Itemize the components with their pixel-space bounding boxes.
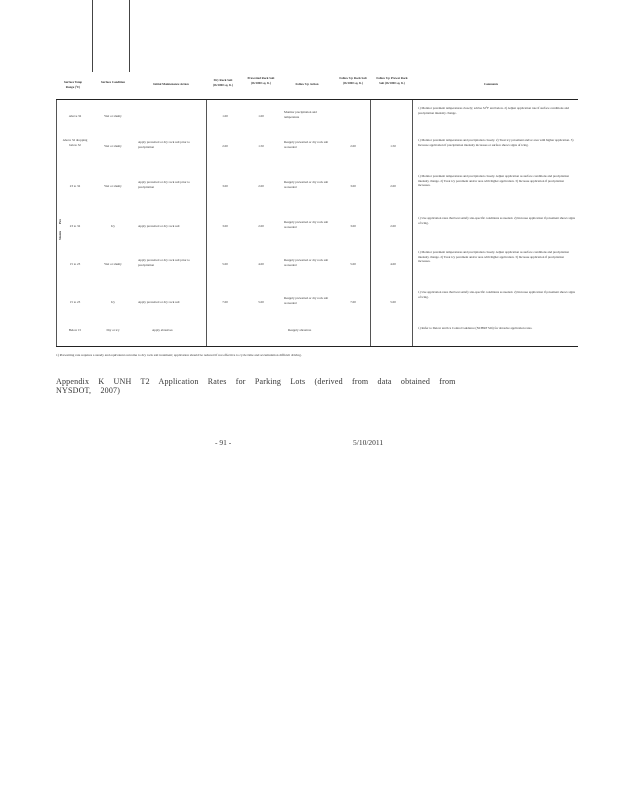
cell-dry: 5.00 bbox=[222, 262, 228, 266]
table-bottom-rule bbox=[56, 346, 578, 347]
cell-prewet: 4.00 bbox=[258, 262, 264, 266]
cell-prewet: 2.00 bbox=[258, 224, 264, 228]
cell-fu-dry: 3.00 bbox=[350, 184, 356, 188]
page-number: - 91 - bbox=[215, 438, 232, 447]
cell-followup: Reapply prewetted or dry rock salt as needed bbox=[284, 258, 329, 267]
cell-prewet: 1.00 bbox=[258, 114, 264, 118]
cell-comments: 1) Refer to Deicer and Ice Control Guidance (NCHRP 526) for abrasive application rates. bbox=[418, 326, 533, 330]
table-row bbox=[56, 248, 578, 286]
cell-fu-dry: 3.00 bbox=[350, 224, 356, 228]
cell-condition: Wet or slushy bbox=[104, 114, 122, 118]
cell-temp: Above 32 dropping below 32 bbox=[62, 138, 88, 147]
table-row bbox=[56, 324, 578, 344]
footer-date: 5/10/2011 bbox=[353, 438, 384, 447]
cell-dry: 1.00 bbox=[222, 114, 228, 118]
cell-fu-prewet: 2.00 bbox=[390, 224, 396, 228]
cell-condition: Wet or slushy bbox=[104, 144, 122, 148]
group-label-pre: Pre bbox=[58, 218, 62, 224]
cell-condition: Icy bbox=[110, 300, 116, 304]
cell-followup: Monitor precipitation and temperature bbox=[284, 110, 317, 119]
cell-comments: 1) Monitor pavement temperatures and precipitation closely. 2) Treat icy pavement and/or area with higher application. 3) Increase application if precipitation intensity increases or surface shows signs of icing. bbox=[418, 138, 574, 147]
cell-comments: 1) Use application rates that best satisfy site-specific conditions as needed. 2) Increase application if pavement shows signs of icing. bbox=[418, 290, 576, 299]
group-label-storm: Storm bbox=[58, 230, 62, 240]
cell-prewet: 2.00 bbox=[258, 184, 264, 188]
cell-fu-prewet: 5.00 bbox=[390, 300, 396, 304]
cell-prewet: 1.50 bbox=[258, 144, 264, 148]
header-rule bbox=[56, 99, 578, 100]
cell-action: Apply prewetted or dry rock salt prior to precipitation bbox=[138, 180, 190, 189]
cell-condition: Wet or slushy bbox=[104, 262, 122, 266]
header-dry-rock-salt: Dry Rock Salt (lb/1000 sq. ft.) bbox=[213, 78, 233, 87]
cell-action: Apply prewetted or dry rock salt prior to precipitation bbox=[138, 140, 190, 149]
cell-fu-prewet: 2.00 bbox=[390, 184, 396, 188]
cell-temp: 15 to 23 bbox=[69, 262, 81, 266]
cell-fu-prewet: 1.50 bbox=[390, 144, 396, 148]
header-comments: Comments bbox=[483, 82, 499, 86]
table-header-row bbox=[56, 72, 578, 98]
cell-fu-prewet: 4.00 bbox=[390, 262, 396, 266]
table-row bbox=[56, 212, 578, 246]
cell-temp: 23 to 32 bbox=[69, 224, 81, 228]
cell-comments: 1) Monitor pavement temperatures closely; advise 32°F and below. 2) Adjust application rate if surface conditions and precipitation intensity change. bbox=[418, 106, 569, 115]
header-prewetted-rock-salt: Prewetted Rock Salt (lb/1000 sq. ft.) bbox=[247, 76, 275, 85]
table-row bbox=[56, 104, 578, 134]
cell-condition: Wet or slushy bbox=[104, 184, 122, 188]
cell-comments: 1) Use application rates that best satisfy site-specific conditions as needed. 2) Increase application if pavement shows signs of icing. bbox=[418, 216, 576, 225]
cell-prewet: 5.00 bbox=[258, 300, 264, 304]
cell-fu-dry: 2.00 bbox=[350, 144, 356, 148]
cell-dry: 7.00 bbox=[222, 300, 228, 304]
cell-dry: 3.00 bbox=[222, 184, 228, 188]
header-follow-up-dry: Follow Up Rock Salt (lb/1000 sq. ft.) bbox=[339, 76, 367, 85]
cell-followup: Reapply prewetted or dry rock salt as needed bbox=[284, 140, 329, 149]
cell-dry: 3.00 bbox=[222, 224, 228, 228]
top-divider-line bbox=[129, 0, 130, 72]
table-row bbox=[56, 172, 578, 210]
cell-followup: Reapply prewetted or dry rock salt as needed bbox=[284, 180, 329, 189]
appendix-caption: Appendix K UNH T2 Application Rates for Parking Lots (derived from data obtained from NYSDOT, 2007) bbox=[56, 377, 456, 395]
cell-action: Apply prewetted or dry rock salt bbox=[138, 224, 180, 228]
cell-followup: Reapply abrasives bbox=[288, 328, 312, 332]
cell-fu-dry: 7.00 bbox=[350, 300, 356, 304]
table-row bbox=[56, 288, 578, 320]
header-temp: Surface Temp Range (°F) bbox=[63, 80, 83, 89]
cell-comments: 1) Monitor pavement temperatures and precipitation closely. Adjust application as surface conditions and precipitation intensity change. 2) Treat icy pavement and/or area with higher application. 3) Increase application if precipitation increases. bbox=[418, 174, 569, 188]
cell-condition: Dry or icy bbox=[106, 328, 120, 332]
cell-action: Apply prewetted or dry rock salt prior to precipitation bbox=[138, 258, 190, 267]
table-footnote: 1) Prewetting rate requires a steady and equivalent outcome to dry rock salt treatment; application should be reduced if not effective to cycle time and accumulation difficult driving. bbox=[56, 353, 302, 357]
table-row bbox=[56, 136, 578, 170]
cell-action: Apply abrasives bbox=[152, 328, 173, 332]
top-divider-line bbox=[92, 0, 93, 72]
cell-temp: 15 to 23 bbox=[69, 300, 81, 304]
cell-temp: Above 32 bbox=[68, 114, 82, 118]
cell-action: Apply prewetted or dry rock salt bbox=[138, 300, 180, 304]
cell-temp: Below 15 bbox=[68, 328, 82, 332]
cell-fu-dry: 5.00 bbox=[350, 262, 356, 266]
cell-followup: Reapply prewetted or dry rock salt as needed bbox=[284, 296, 329, 305]
cell-condition: Icy bbox=[110, 224, 116, 228]
cell-comments: 1) Monitor pavement temperatures and precipitation closely. Adjust application as surface conditions and precipitation intensity change. 2) Treat icy pavement and/or area with higher application. 3) Increase application if precipitation increases. bbox=[418, 250, 569, 264]
header-follow-up-action: Follow Up Action bbox=[295, 82, 319, 86]
cell-followup: Reapply prewetted or dry rock salt as needed bbox=[284, 220, 329, 229]
header-action: Initial Maintenance Action bbox=[153, 82, 189, 86]
cell-temp: 23 to 32 bbox=[69, 184, 81, 188]
header-condition: Surface Condition bbox=[100, 80, 126, 84]
header-follow-up-prewet: Follow Up Prewet Rock Salt (lb/1000 sq. ft.) bbox=[376, 76, 408, 85]
cell-dry: 2.00 bbox=[222, 144, 228, 148]
